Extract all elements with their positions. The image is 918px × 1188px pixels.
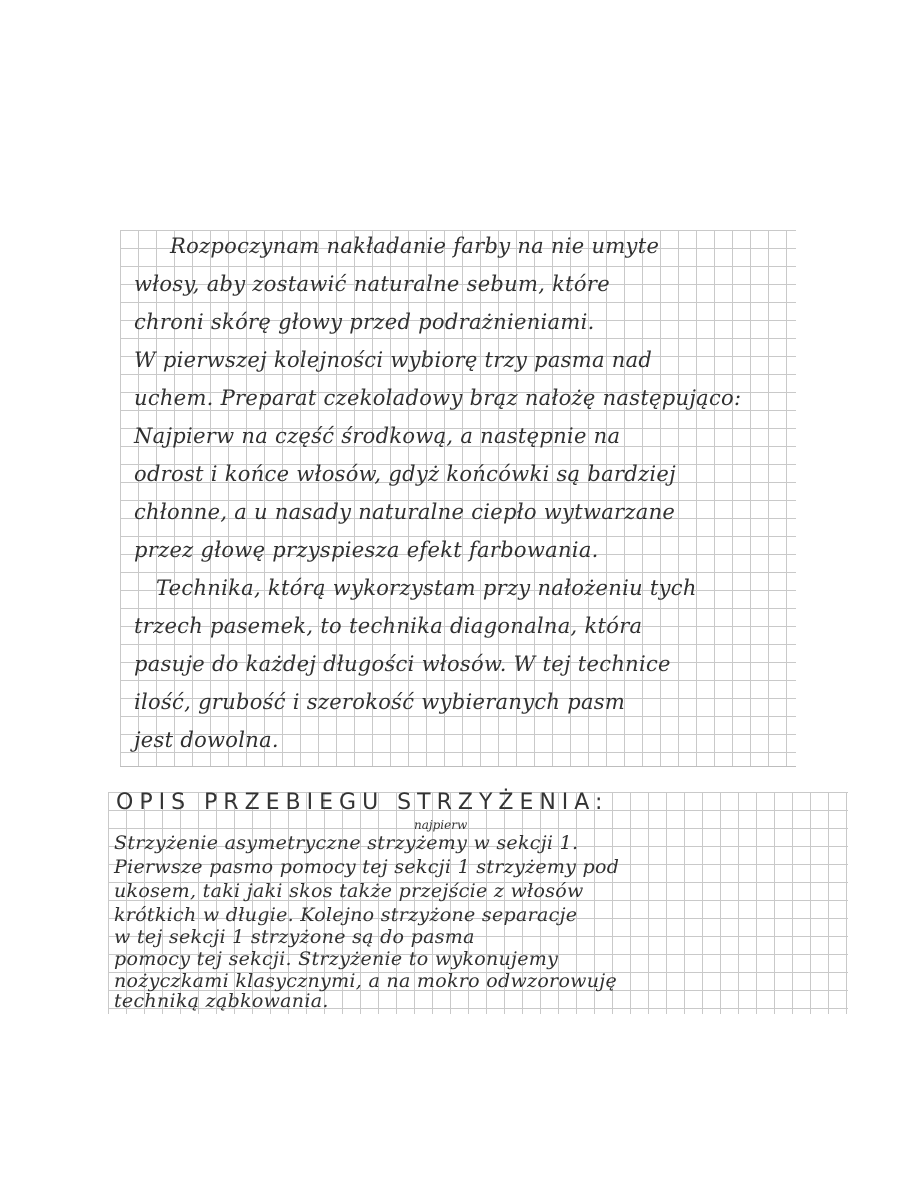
top-text-block [120, 230, 796, 766]
text-line: trzech pasemek, to technika diagonalna, która [134, 614, 643, 638]
text-line: W pierwszej kolejności wybiorę trzy pasma nad [134, 348, 653, 372]
text-line: krótkich w długie. Kolejno strzyżone separacje [114, 904, 578, 926]
handwritten-page-top [120, 230, 796, 767]
text-line: pomocy tej sekcji. Strzyżenie to wykonujemy [114, 948, 559, 970]
section-heading: OPIS PRZEBIEGU STRZYŻENIA: [116, 790, 609, 815]
text-line: w tej sekcji 1 strzyżone są do pasma [114, 926, 475, 948]
text-line: nożyczkami klasycznymi, a na mokro odwzorowuję [114, 970, 618, 992]
text-line: pasuje do każdej długości włosów. W tej technice [134, 652, 671, 676]
text-line: Pierwsze pasmo pomocy tej sekcji 1 strzyżemy pod [114, 856, 620, 878]
handwritten-page-bottom [108, 792, 848, 1014]
text-line: włosy, aby zostawić naturalne sebum, które [134, 272, 610, 296]
text-line: ukosem, taki jaki skos także przejście z włosów [114, 880, 584, 902]
text-line: uchem. Preparat czekoladowy brąz nałożę następująco: [134, 386, 742, 410]
text-line: Najpierw na część środkową, a następnie na [134, 424, 621, 448]
text-line: przez głowę przyspiesza efekt farbowania. [134, 538, 599, 562]
text-line: ilość, grubość i szerokość wybieranych pasm [134, 690, 626, 714]
text-line: jest dowolna. [134, 728, 279, 752]
text-line: odrost i końce włosów, gdyż końcówki są bardziej [134, 462, 676, 486]
text-line: Technika, którą wykorzystam przy nałożeniu tych [156, 576, 697, 600]
text-line: Strzyżenie asymetryczne strzyżemy w sekcji 1. [114, 832, 579, 854]
text-line: chroni skórę głowy przed podrażnieniami. [134, 310, 595, 334]
text-line: Rozpoczynam nakładanie farby na nie umyte [170, 234, 660, 258]
text-line: techniką ząbkowania. [114, 990, 329, 1012]
text-line: chłonne, a u nasady naturalne ciepło wytwarzane [134, 500, 676, 524]
insertion-note: najpierw [414, 818, 468, 832]
